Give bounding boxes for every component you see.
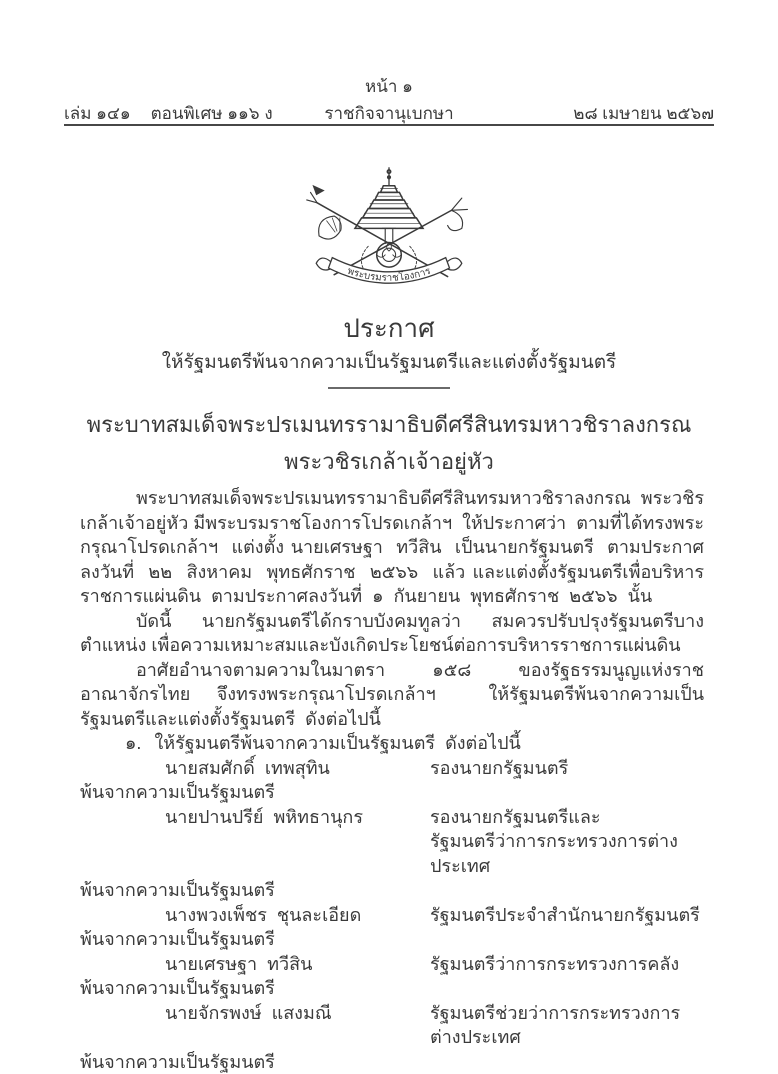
title-divider [328, 387, 450, 389]
body-paragraph: พระบาทสมเด็จพระปรเมนทรรามาธิบดีศรีสินทรมหาวชิราลงกรณ พระวชิรเกล้าเจ้าอยู่หัว มีพระบรมราชโองการโปรดเกล้าฯ ให้ประกาศว่า ตามที่ได้ทรงพระกรุณาโปรดเกล้าฯ แต่งตั้ง นายเศรษฐา ทวีสิน เป็นนายกรัฐมนตรี ตามประกาศลงวันที่ ๒๒ สิงหาคม พุทธศักราช ๒๕๖๖ แล้ว และแต่งตั้งรัฐมนตรีเพื่อบริหารราชการแผ่นดิน ตามประกาศลงวันที่ ๑ กันยายน พุทธศักราช ๒๕๖๖ นั้น [80, 486, 704, 609]
document-body [80, 486, 704, 1074]
minister-position [430, 1001, 704, 1050]
minister-position [430, 805, 704, 879]
minister-position [430, 756, 704, 781]
minister-entry [80, 952, 704, 1001]
minister-entry [80, 1001, 704, 1074]
minister-row [80, 805, 704, 879]
minister-name: นายสมศักดิ์ เทพสุทิน [165, 756, 430, 781]
royal-name [0, 406, 778, 480]
gazette-header [64, 76, 714, 126]
minister-position-line: รองนายกรัฐมนตรี [430, 756, 704, 781]
page-number-label: หน้า ๑ [64, 76, 714, 98]
body-paragraph: อาศัยอำนาจตามความในมาตรา ๑๕๘ ของรัฐธรรมนูญแห่งราชอาณาจักรไทย จึงทรงพระกรุณาโปรดเกล้าฯ ให้รัฐมนตรีพ้นจากความเป็นรัฐมนตรีและแต่งตั้งรัฐมนตรี ดังต่อไปนี้ [80, 658, 704, 732]
minister-row [80, 952, 704, 977]
list-item-text: ให้รัฐมนตรีพ้นจากความเป็นรัฐมนตรี ดังต่อไปนี้ [154, 733, 520, 753]
minister-status: พ้นจากความเป็นรัฐมนตรี [80, 976, 704, 1001]
minister-status: พ้นจากความเป็นรัฐมนตรี [80, 1050, 704, 1074]
header-volume-issue [64, 100, 273, 127]
minister-name: นายจักรพงษ์ แสงมณี [165, 1001, 430, 1050]
gazette-title: ราชกิจจานุเบกษา [324, 100, 453, 127]
body-paragraphs [80, 486, 704, 731]
issue-label: ตอนพิเศษ ๑๑๖ ง [151, 100, 273, 127]
minister-position-line: รัฐมนตรีช่วยว่าการกระทรวงการต่างประเทศ [430, 1001, 704, 1050]
volume-label: เล่ม ๑๔๑ [64, 100, 131, 127]
header-row [64, 100, 714, 126]
minister-entry [80, 756, 704, 805]
minister-status: พ้นจากความเป็นรัฐมนตรี [80, 878, 704, 903]
minister-position-line: รัฐมนตรีว่าการกระทรวงการคลัง [430, 952, 704, 977]
minister-list [80, 756, 704, 1074]
minister-entry [80, 805, 704, 903]
minister-position [430, 903, 704, 928]
royal-name-line2: พระวชิรเกล้าเจ้าอยู่หัว [0, 443, 778, 480]
royal-name-line1: พระบาทสมเด็จพระปรเมนทรรามาธิบดีศรีสินทรมหาวชิราลงกรณ [0, 406, 778, 443]
minister-entry [80, 903, 704, 952]
list-item-number: ๑. [125, 733, 141, 753]
royal-command-emblem-icon [285, 160, 493, 308]
proclamation-title-block [0, 312, 778, 389]
minister-position [430, 952, 704, 977]
emblem-container [0, 160, 778, 313]
minister-status: พ้นจากความเป็นรัฐมนตรี [80, 780, 704, 805]
minister-position-line: รัฐมนตรีประจำสำนักนายกรัฐมนตรี [430, 903, 704, 928]
body-paragraph: บัดนี้ นายกรัฐมนตรีได้กราบบังคมทูลว่า สมควรปรับปรุงรัฐมนตรีบางตำแหน่ง เพื่อความเหมาะสมและบังเกิดประโยชน์ต่อการบริหารราชการแผ่นดิน [80, 609, 704, 658]
minister-row [80, 756, 704, 781]
minister-row [80, 903, 704, 928]
minister-status: พ้นจากความเป็นรัฐมนตรี [80, 927, 704, 952]
gazette-date: ๒๘ เมษายน ๒๕๖๗ [573, 100, 714, 127]
minister-row [80, 1001, 704, 1050]
minister-name: นายปานปรีย์ พหิทธานุกร [165, 805, 430, 879]
proclamation-title: ประกาศ [0, 312, 778, 344]
proclamation-subtitle: ให้รัฐมนตรีพ้นจากความเป็นรัฐมนตรีและแต่งตั้งรัฐมนตรี [0, 350, 778, 376]
minister-position-line: รองนายกรัฐมนตรีและ [430, 805, 704, 830]
list-item-1 [80, 731, 704, 756]
minister-name: นางพวงเพ็ชร ชุนละเอียด [165, 903, 430, 928]
minister-position-line: รัฐมนตรีว่าการกระทรวงการต่างประเทศ [430, 829, 704, 878]
emblem-ribbon-text: พระบรมราชโองการ [346, 266, 433, 284]
minister-name: นายเศรษฐา ทวีสิน [165, 952, 430, 977]
